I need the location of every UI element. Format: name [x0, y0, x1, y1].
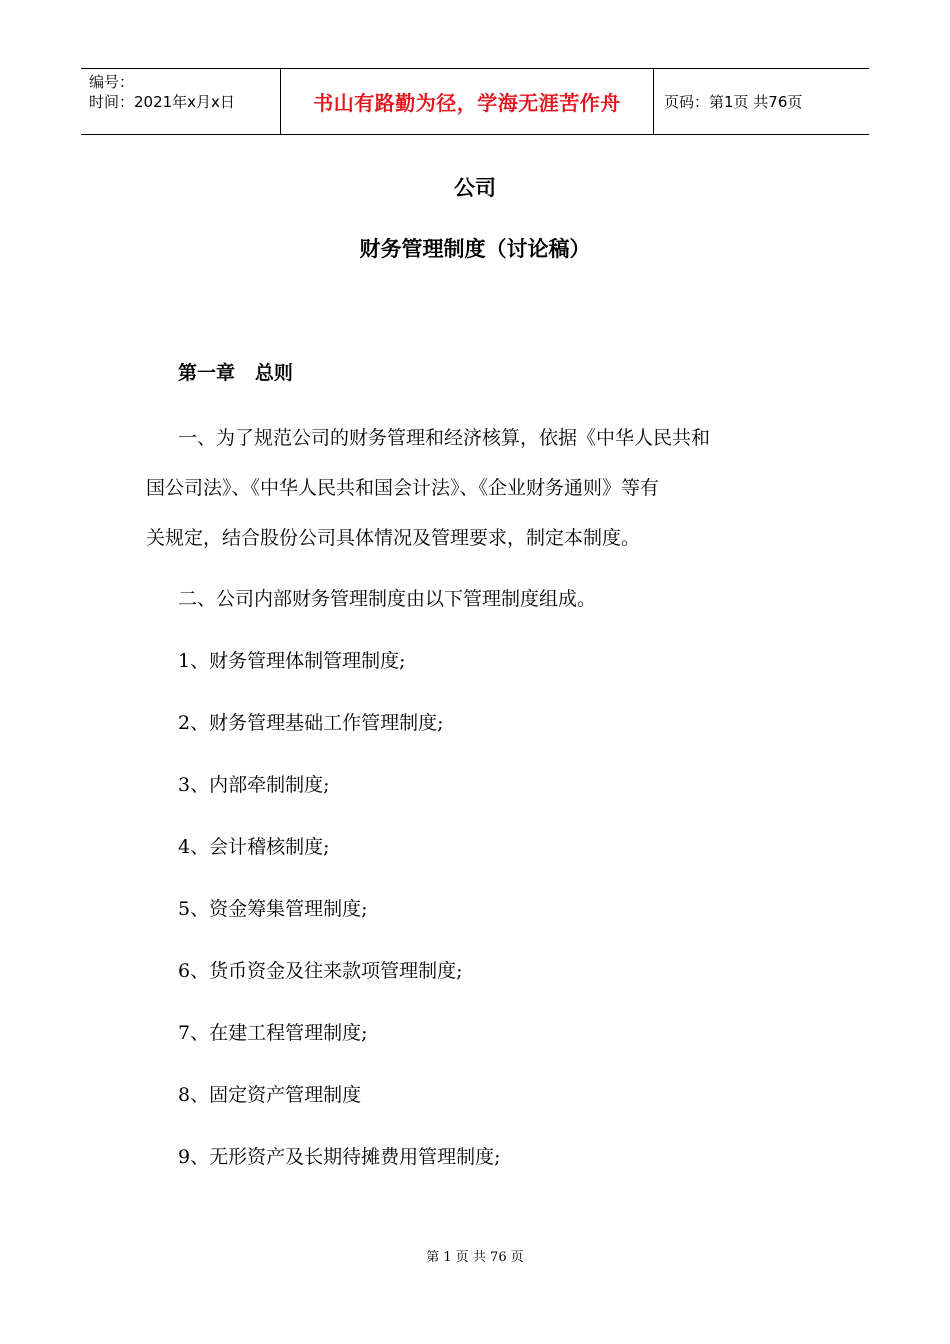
list-item: 7、在建工程管理制度; [178, 1022, 368, 1044]
list-item: 5、资金筹集管理制度; [178, 898, 368, 920]
list-item: 1、财务管理体制管理制度; [178, 650, 406, 672]
paragraph-1-line-3: 关规定，结合股份公司具体情况及管理要求，制定本制度。 [146, 527, 641, 549]
chapter-heading: 第一章 总则 [178, 362, 293, 384]
page-footer: 第 1 页 共 76 页 [426, 1250, 524, 1265]
list-item: 4、会计稽核制度; [178, 836, 330, 858]
list-item: 2、财务管理基础工作管理制度; [178, 712, 444, 734]
header-motto: 书山有路勤为径，学海无涯苦作舟 [313, 91, 621, 115]
list-item: 6、货币资金及往来款项管理制度; [178, 960, 463, 982]
paragraph-2: 二、公司内部财务管理制度由以下管理制度组成。 [178, 588, 597, 610]
list-item: 3、内部牵制制度; [178, 774, 330, 796]
list-item: 8、固定资产管理制度 [178, 1084, 362, 1106]
document-date: 时间：2021年x月x日 [89, 93, 235, 111]
document-subtitle: 财务管理制度（讨论稿） [359, 237, 591, 261]
header-meta [81, 69, 281, 134]
paragraph-1-line-1: 一、为了规范公司的财务管理和经济核算，依据《中华人民共和 [178, 427, 711, 449]
document-title: 公司 [454, 176, 496, 200]
paragraph-1-line-2: 国公司法》、《中华人民共和国会计法》、《企业财务通则》等有 [146, 477, 660, 499]
list-item: 9、无形资产及长期待摊费用管理制度; [178, 1146, 501, 1168]
header-motto-cell [281, 69, 654, 134]
page-header [81, 68, 869, 135]
document-number-label: 编号： [89, 73, 135, 91]
header-page-info: 页码：第1页 共76页 [664, 93, 803, 111]
